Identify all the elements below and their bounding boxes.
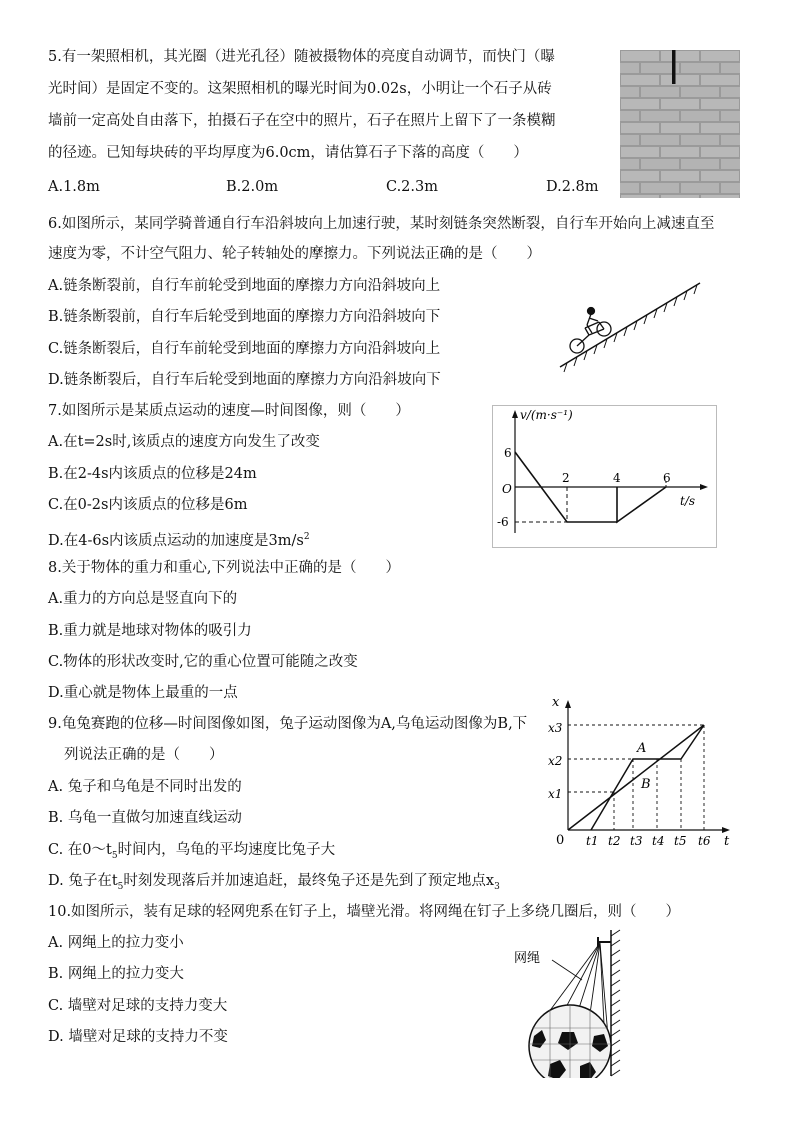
q5-stem-line-2: 光时间）是固定不变的。这架照相机的曝光时间为0.02s，小明让一个石子从砖 [48,81,552,97]
xt-xlabel: t [724,834,730,849]
xt-label-x2: x2 [548,754,563,768]
q7-option-b: B.在2-4s内该质点的位移是24m [48,466,257,482]
q10-option-c: C. 墙壁对足球的支持力变大 [48,998,228,1014]
xt-label-t4: t4 [652,834,665,848]
xt-label-x1: x1 [548,787,563,801]
q10-option-d: D. 墙壁对足球的支持力不变 [48,1029,228,1045]
q6-option-d: D.链条断裂后，自行车后轮受到地面的摩擦力方向沿斜坡向下 [48,372,441,388]
q6-stem-line-2: 速度为零，不计空气阻力、轮子转轴处的摩擦力。下列说法正确的是（ ） [48,246,541,262]
xt-curve-a-label: A [637,741,647,756]
vt-xtick-2: 2 [562,471,570,485]
q5-stem-line-4: 的径迹。已知每块砖的平均厚度为6.0cm，请估算石子下落的高度（ ） [48,145,528,161]
q7-option-c: C.在0-2s内该质点的位移是6m [48,497,248,513]
xt-label-x3: x3 [548,721,563,735]
xt-label-t5: t5 [674,834,687,848]
q8-option-c: C.物体的形状改变时,它的重心位置可能随之改变 [48,654,358,670]
q8-option-b: B.重力就是地球对物体的吸引力 [48,623,252,639]
q6-option-c: C.链条断裂后，自行车前轮受到地面的摩擦力方向沿斜坡向上 [48,341,441,357]
net-rope-label: 网绳 [514,951,541,966]
q8-stem: 8.关于物体的重力和重心,下列说法中正确的是（ ） [48,560,400,576]
vt-origin: O [502,482,512,496]
vt-xtick-4: 4 [613,471,621,485]
vt-ylabel: v/(m·s⁻¹) [520,408,573,422]
q5-option-d: D.2.8m [546,179,599,195]
vt-xtick-6: 6 [663,471,671,485]
q6-stem-line-1: 6.如图所示，某同学骑普通自行车沿斜坡向上加速行驶，某时刻链条突然断裂，自行车开始向上减速直至 [48,216,715,232]
q7-option-d: D.在4-6s内该质点运动的加速度是$3m/s^2$ [48,532,310,549]
q9-stem-line-1: 9.龟兔赛跑的位移—时间图像如图，兔子运动图像为A,乌龟运动图像为B,下 [48,716,528,732]
xt-label-t2: t2 [608,834,621,848]
q9-stem-line-2: 列说法正确的是（ ） [64,747,224,763]
velocity-time-graph [492,405,717,548]
tortoise-line-b [568,725,704,830]
vt-xlabel: t/s [680,494,696,508]
q8-option-d: D.重心就是物体上最重的一点 [48,685,238,701]
q7-stem: 7.如图所示是某质点运动的速度—时间图像，则（ ） [48,403,410,419]
q5-option-c: C.2.3m [386,179,438,195]
q9-option-d: D. 兔子在$t_5$时刻发现落后并加速追赶，最终兔子还是先到了预定地点$x_3$ [48,873,500,892]
q10-option-a: A. 网绳上的拉力变小 [48,935,184,951]
q5-option-a: A.1.8m [48,179,100,195]
q5-stem-line-3: 墙前一定高处自由落下，拍摄石子在空中的照片，石子在照片上留下了一条模糊 [48,113,556,129]
football-net-figure [510,928,635,1078]
q8-option-a: A.重力的方向总是竖直向下的 [48,591,238,607]
xt-label-t3: t3 [630,834,643,848]
q10-stem: 10.如图所示，装有足球的轻网兜系在钉子上，墙壁光滑。将网绳在钉子上多绕几圈后，则（ ） [48,904,681,920]
xt-ylabel: x [552,695,560,710]
q5-stem-line-1: 5.有一架照相机，其光圈（进光孔径）随被摄物体的亮度自动调节，而快门（曝 [48,49,555,65]
q6-option-a: A.链条断裂前，自行车前轮受到地面的摩擦力方向沿斜坡向上 [48,278,441,294]
brick-wall-photo [620,50,740,198]
q9-option-b: B. 乌龟一直做匀加速直线运动 [48,810,242,826]
q7-option-a: A.在t=2s时,该质点的速度方向发生了改变 [48,434,320,450]
xt-label-t1: t1 [586,834,599,848]
bicycle-slope-figure [555,275,705,375]
xt-origin: 0 [556,833,565,848]
football-icon [529,1005,611,1078]
xt-curve-b-label: B [641,777,651,792]
q10-option-b: B. 网绳上的拉力变大 [48,966,184,982]
q6-option-b: B.链条断裂前，自行车后轮受到地面的摩擦力方向沿斜坡向下 [48,309,441,325]
q9-option-c: C. 在$0\sim t_5$时间内，乌龟的平均速度比兔子大 [48,842,336,861]
xt-label-t6: t6 [698,834,711,848]
q5-option-b: B.2.0m [226,179,279,195]
vt-ytick-6: 6 [504,446,512,460]
displacement-time-graph [544,692,736,850]
q9-option-a: A. 兔子和乌龟是不同时出发的 [48,779,242,795]
vt-ytick-neg6: -6 [497,515,509,529]
